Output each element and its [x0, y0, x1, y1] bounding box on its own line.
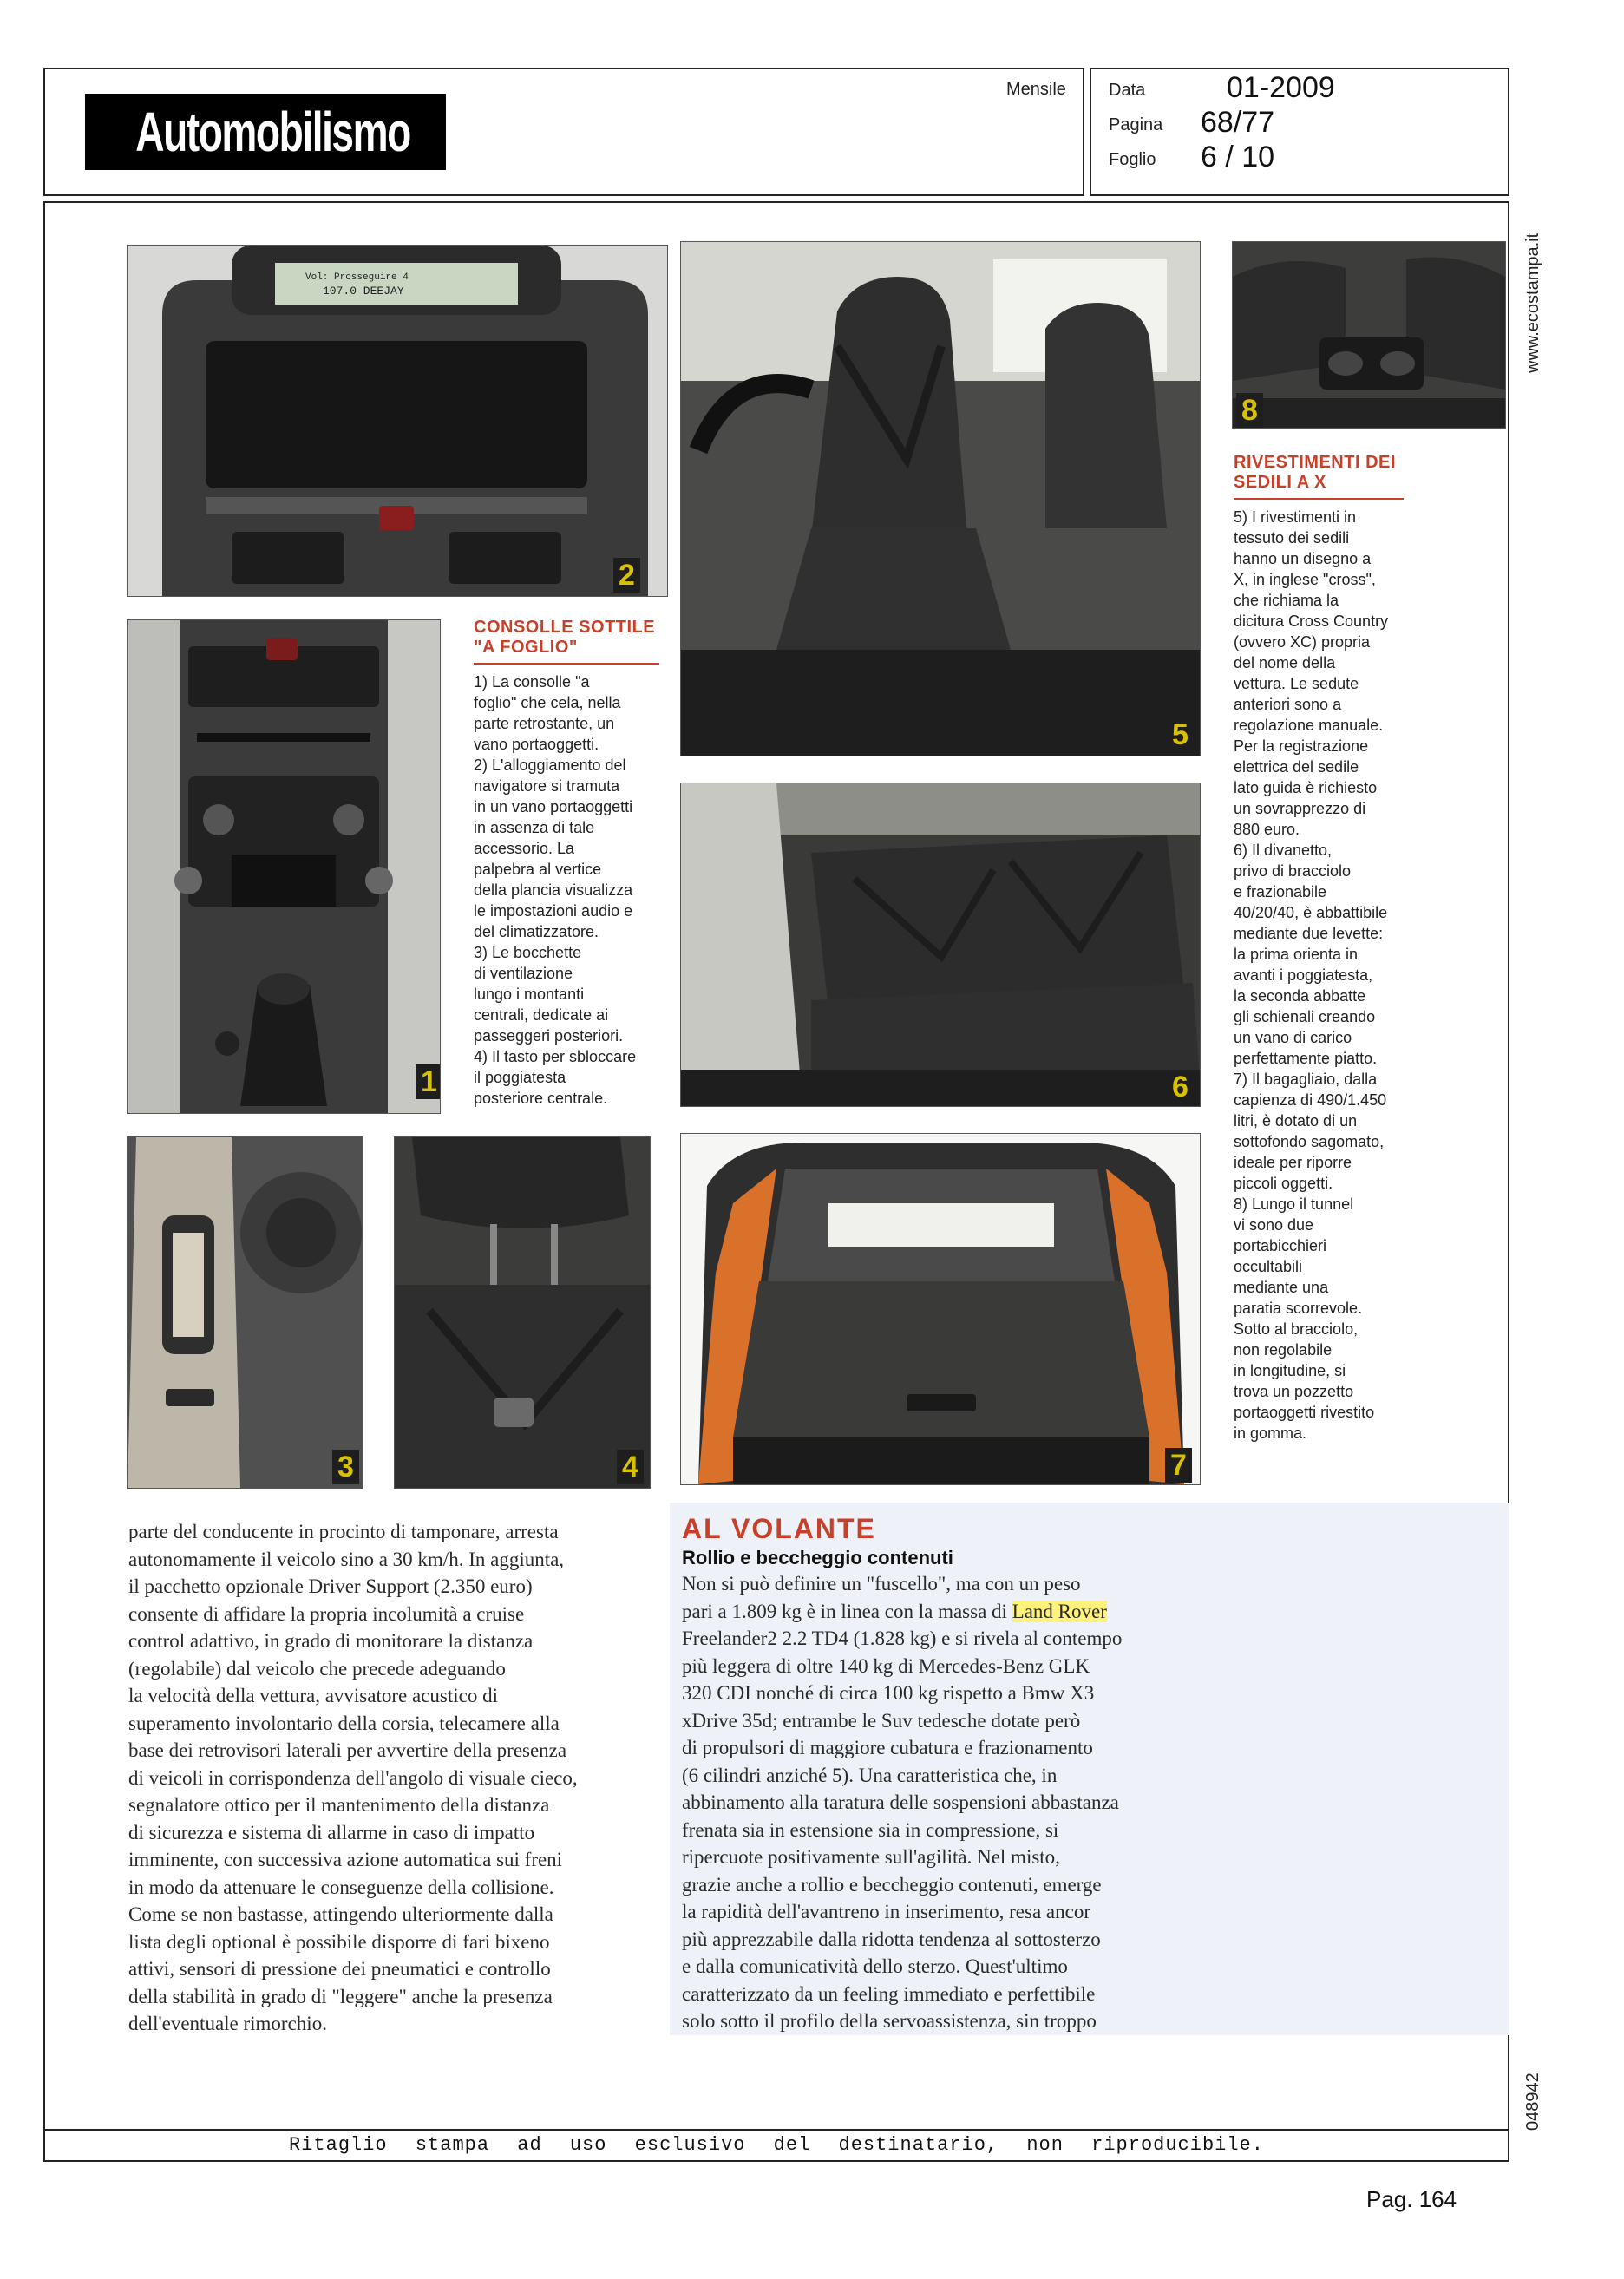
caption-consolle-text-line: in un vano portaoggetti — [474, 798, 633, 815]
display-line-1: Vol: Prosseguire 4 — [305, 272, 409, 283]
article-right-text-line: xDrive 35d; entrambe le Suv tedesche dotate però — [682, 1709, 1081, 1732]
highlighted-land-rover: Land Rover — [1012, 1600, 1107, 1622]
caption-rivestimenti-text-line: la seconda abbatte — [1234, 987, 1366, 1005]
caption-consolle-text-line: navigatore si tramuta — [474, 777, 620, 795]
caption-consolle-text-line: passeggeri posteriori. — [474, 1027, 624, 1045]
article-left-text-line: imminente, con successiva azione automatica sui freni — [128, 1849, 563, 1870]
side-url-text: www.ecostampa.it — [1523, 232, 1542, 373]
article-left-text-line: la velocità della vettura, avvisatore acustico di — [128, 1685, 498, 1706]
caption-rivestimenti-text-line: ideale per riporre — [1234, 1154, 1352, 1171]
caption-rivestimenti-text-line: vi sono due — [1234, 1216, 1314, 1234]
caption-consolle-text-line: 1) La consolle "a — [474, 673, 590, 691]
caption-rivestimenti-text-line: 5) I rivestimenti in — [1234, 508, 1357, 526]
footer-notice: Ritaglio stampa ad uso esclusivo del destinatario, non riproducibile. — [289, 2134, 1264, 2156]
article-right-text-line: solo sotto il profilo della servoassistenza, sin troppo — [682, 2010, 1097, 2032]
caption-rivestimenti-title-2: SEDILI A X — [1234, 473, 1326, 492]
caption-consolle-text-line: vano portaoggetti. — [474, 736, 599, 753]
caption-rivestimenti-text-line: tessuto dei sedili — [1234, 529, 1350, 547]
article-right-text-line: più leggera di oltre 140 kg di Mercedes-Benz GLK — [682, 1654, 1090, 1677]
foglio-value: 6 / 10 — [1201, 141, 1275, 174]
article-right-text-line: caratterizzato da un feeling immediato e perfettibile — [682, 1982, 1096, 2005]
photo-headrest-button — [394, 1136, 651, 1489]
caption-consolle-title-2: "A FOGLIO" — [474, 638, 578, 657]
article-left-text-line: base dei retrovisori laterali per avvertire della presenza — [128, 1739, 567, 1761]
article-left-text-line: il pacchetto opzionale Driver Support (2.350 euro) — [128, 1575, 533, 1597]
section-subtitle: Rollio e beccheggio contenuti — [682, 1547, 953, 1568]
pillar-vent-illustration — [128, 1137, 362, 1488]
photo-dashboard-display — [127, 245, 668, 597]
photo-cupholders — [1232, 241, 1506, 429]
caption-rivestimenti-text-line: mediante una — [1234, 1279, 1329, 1296]
caption-rivestimenti-text-line: un vano di carico — [1234, 1029, 1352, 1046]
photo-cargo-area — [680, 1133, 1201, 1485]
caption-rivestimenti-text-line: 7) Il bagagliaio, dalla — [1234, 1071, 1378, 1088]
headrest-button-illustration — [395, 1137, 650, 1488]
pagina-label: Pagina — [1109, 115, 1163, 134]
caption-rivestimenti-text-line: privo di bracciolo — [1234, 862, 1352, 880]
caption-rivestimenti-text-line: capienza di 490/1.450 — [1234, 1091, 1387, 1109]
article-left-text-line: parte del conducente in procinto di tamponare, arresta — [128, 1521, 559, 1542]
article-left-text-line: di veicoli in corrispondenza dell'angolo di visuale cieco, — [128, 1766, 578, 1789]
caption-consolle-text — [474, 671, 659, 1109]
caption-consolle-text-line: lungo i montanti — [474, 986, 585, 1003]
article-right-line-2 — [682, 1598, 1202, 1626]
photo-rear-bench — [680, 783, 1201, 1107]
caption-consolle-text-line: palpebra al vertice — [474, 861, 602, 878]
caption-rivestimenti-text-line: (ovvero XC) propria — [1234, 633, 1371, 651]
photo-number-5: 5 — [1167, 717, 1194, 752]
caption-rivestimenti-text-line: lato guida è richiesto — [1234, 779, 1378, 796]
article-left-text-line: attivi, sensori di pressione dei pneumatici e controllo — [128, 1958, 551, 1980]
caption-rivestimenti-text-line: mediante due levette: — [1234, 925, 1384, 942]
caption-rivestimenti-text-line: litri, è dotato di un — [1234, 1112, 1358, 1130]
article-left-text-line: consente di affidare la propria incolumità a cruise — [128, 1602, 525, 1625]
article-right-line-2-text: pari a 1.809 kg è in linea con la massa di — [682, 1600, 1012, 1622]
caption-rivestimenti-text-line: che richiama la — [1234, 592, 1339, 609]
publication-logo — [85, 94, 446, 170]
caption-rivestimenti-text-line: 8) Lungo il tunnel — [1234, 1195, 1354, 1213]
caption-rivestimenti-title-1: RIVESTIMENTI DEI — [1234, 453, 1396, 472]
article-left-text-line: superamento involontario della corsia, telecamere alla — [128, 1712, 560, 1734]
caption-rivestimenti-text-line: paratia scorrevole. — [1234, 1300, 1363, 1317]
front-seats-illustration — [681, 242, 1200, 756]
caption-rivestimenti-text-line: 6) Il divanetto, — [1234, 842, 1333, 859]
section-title: AL VOLANTE — [682, 1513, 876, 1544]
caption-rivestimenti-text-line: del nome della — [1234, 654, 1336, 671]
caption-rivestimenti-text-line: 880 euro. — [1234, 821, 1300, 838]
caption-rivestimenti — [1234, 453, 1509, 1444]
caption-consolle-text-line: il poggiatesta — [474, 1069, 566, 1086]
photo-number-2: 2 — [613, 558, 640, 593]
caption-consolle-text-line: del climatizzatore. — [474, 923, 599, 940]
photo-number-7: 7 — [1165, 1448, 1192, 1483]
caption-consolle — [474, 618, 659, 1109]
article-left-text-line: segnalatore ottico per il mantenimento della distanza — [128, 1794, 550, 1816]
article-left-text-line: dell'eventuale rimorchio. — [128, 2013, 327, 2034]
caption-rivestimenti-text-line: X, in inglese "cross", — [1234, 571, 1376, 588]
side-code-text: 048942 — [1523, 2073, 1542, 2131]
photo-number-3: 3 — [332, 1450, 359, 1484]
side-code — [1518, 2065, 1544, 2134]
caption-consolle-text-line: 4) Il tasto per sbloccare — [474, 1048, 637, 1065]
photo-number-1: 1 — [416, 1064, 441, 1099]
article-right-text-line: e dalla comunicatività dello sterzo. Quest'ultimo — [682, 1955, 1068, 1977]
article-right-text-line: abbinamento alla taratura delle sospensioni abbastanza — [682, 1791, 1119, 1813]
page-number: Pag. 164 — [1366, 2186, 1457, 2212]
data-label: Data — [1109, 81, 1146, 100]
article-column-left — [128, 1518, 632, 2038]
caption-rivestimenti-text-line: portabicchieri — [1234, 1237, 1327, 1254]
photo-center-console — [127, 619, 441, 1114]
caption-rivestimenti-text-line: Per la registrazione — [1234, 737, 1369, 755]
caption-rivestimenti-text-line: in gomma. — [1234, 1424, 1307, 1442]
article-right-text-line: ripercuote positivamente sull'agilità. Nel misto, — [682, 1846, 1060, 1868]
display-line-2: 107.0 DEEJAY — [323, 285, 404, 298]
article-left-text-line: in modo da attenuare le conseguenze della collisione. — [128, 1876, 554, 1898]
caption-consolle-text-line: della plancia visualizza — [474, 881, 633, 899]
caption-rivestimenti-text-line: gli schienali creando — [1234, 1008, 1376, 1025]
center-console-illustration — [128, 620, 440, 1113]
caption-rivestimenti-text-line: piccoli oggetti. — [1234, 1175, 1333, 1192]
article-right-text-line: più apprezzabile dalla ridotta tendenza al sottosterzo — [682, 1928, 1101, 1950]
article-right-text-line: di propulsori di maggiore cubatura e frazionamento — [682, 1737, 1093, 1758]
caption-consolle-text-line: accessorio. La — [474, 840, 575, 857]
caption-consolle-text-line: in assenza di tale — [474, 819, 595, 836]
caption-rivestimenti-text — [1234, 507, 1509, 1444]
article-right-text-line: la rapidità dell'avantreno in inserimento, resa ancor — [682, 1901, 1090, 1922]
article-right-text-line: 320 CDI nonché di circa 100 kg rispetto a Bmw X3 — [682, 1682, 1095, 1704]
caption-consolle-title-1: CONSOLLE SOTTILE — [474, 618, 656, 637]
article-left-text-line: di sicurezza e sistema di allarme in caso di impatto — [128, 1821, 535, 1844]
caption-rivestimenti-text-line: non regolabile — [1234, 1341, 1333, 1359]
caption-rivestimenti-text-line: la prima orienta in — [1234, 946, 1359, 963]
caption-rivestimenti-text-line: perfettamente piatto. — [1234, 1050, 1378, 1067]
article-left-text-line: della stabilità in grado di "leggere" anche la presenza — [128, 1985, 553, 2007]
caption-rivestimenti-text-line: e frazionabile — [1234, 883, 1327, 900]
cargo-area-illustration — [681, 1134, 1200, 1484]
caption-rivestimenti-text-line: Sotto al bracciolo, — [1234, 1320, 1359, 1338]
caption-consolle-text-line: di ventilazione — [474, 965, 573, 982]
article-right-text-line: grazie anche a rollio e beccheggio contenuti, emerge — [682, 1873, 1102, 1896]
photo-number-4: 4 — [617, 1450, 644, 1484]
frequency-label: Mensile — [1006, 80, 1066, 99]
article-right-text-line: frenata sia in estensione sia in compressione, si — [682, 1818, 1059, 1841]
rear-bench-illustration — [681, 783, 1200, 1106]
caption-consolle-text-line: le impostazioni audio e — [474, 902, 633, 920]
article-left-text-line: Come se non bastasse, attingendo ulteriormente dalla — [128, 1903, 553, 1925]
caption-rivestimenti-text-line: trova un pozzetto — [1234, 1383, 1354, 1400]
caption-rivestimenti-text-line: sottofondo sagomato, — [1234, 1133, 1385, 1150]
article-left-text-line: lista degli optional è possibile disporre di fari bixeno — [128, 1930, 550, 1953]
photo-number-6: 6 — [1167, 1070, 1194, 1104]
caption-rivestimenti-text-line: 40/20/40, è abbattibile — [1234, 904, 1388, 921]
photo-front-seats — [680, 241, 1201, 756]
caption-rivestimenti-text-line: regolazione manuale. — [1234, 717, 1384, 734]
caption-consolle-text-line: posteriore centrale. — [474, 1090, 608, 1107]
caption-rivestimenti-text-line: un sovrapprezzo di — [1234, 800, 1366, 817]
article-right-rest — [682, 1625, 1202, 2035]
caption-consolle-text-line: foglio" che cela, nella — [474, 694, 621, 711]
photo-pillar-vent — [127, 1136, 363, 1489]
caption-rivestimenti-text-line: anteriori sono a — [1234, 696, 1342, 713]
caption-rivestimenti-text-line: avanti i poggiatesta, — [1234, 966, 1373, 984]
article-left-text-line: autonomamente il veicolo sino a 30 km/h. In aggiunta, — [128, 1548, 565, 1570]
caption-consolle-rule — [474, 663, 659, 665]
caption-consolle-text-line: parte retrostante, un — [474, 715, 615, 732]
article-right-text-line: (6 cilindri anziché 5). Una caratteristica che, in — [682, 1764, 1058, 1786]
caption-consolle-text-line: 2) L'alloggiamento del — [474, 756, 626, 774]
article-column-right — [682, 1570, 1202, 2035]
caption-consolle-text-line: centrali, dedicate ai — [474, 1006, 609, 1024]
foglio-label: Foglio — [1109, 150, 1156, 169]
caption-rivestimenti-text-line: occultabili — [1234, 1258, 1303, 1275]
article-left-text-line: (regolabile) dal veicolo che precede adeguando — [128, 1657, 506, 1680]
caption-rivestimenti-text-line: elettrica del sedile — [1234, 758, 1359, 776]
cupholders-illustration — [1233, 242, 1505, 428]
caption-rivestimenti-rule — [1234, 498, 1404, 500]
data-value: 01-2009 — [1227, 71, 1335, 104]
publication-logo-text: Automobilismo — [135, 101, 410, 163]
article-right-line-1: Non si può definire un "fuscello", ma con un peso — [682, 1573, 1081, 1595]
caption-rivestimenti-text-line: in longitudine, si — [1234, 1362, 1346, 1379]
caption-consolle-text-line: 3) Le bocchette — [474, 944, 582, 961]
photo-number-8: 8 — [1236, 393, 1263, 428]
caption-rivestimenti-text-line: hanno un disegno a — [1234, 550, 1372, 567]
article-right-text-line: Freelander2 2.2 TD4 (1.828 kg) e si rivela al contempo — [682, 1627, 1123, 1649]
caption-rivestimenti-text-line: dicitura Cross Country — [1234, 612, 1389, 630]
caption-rivestimenti-text-line: vettura. Le sedute — [1234, 675, 1359, 692]
article-left-text-line: control adattivo, in grado di monitorare la distanza — [128, 1630, 534, 1652]
dashboard-display-illustration — [128, 246, 667, 596]
side-url — [1518, 208, 1544, 382]
caption-rivestimenti-text-line: portaoggetti rivestito — [1234, 1404, 1375, 1421]
pagina-value: 68/77 — [1201, 106, 1275, 139]
